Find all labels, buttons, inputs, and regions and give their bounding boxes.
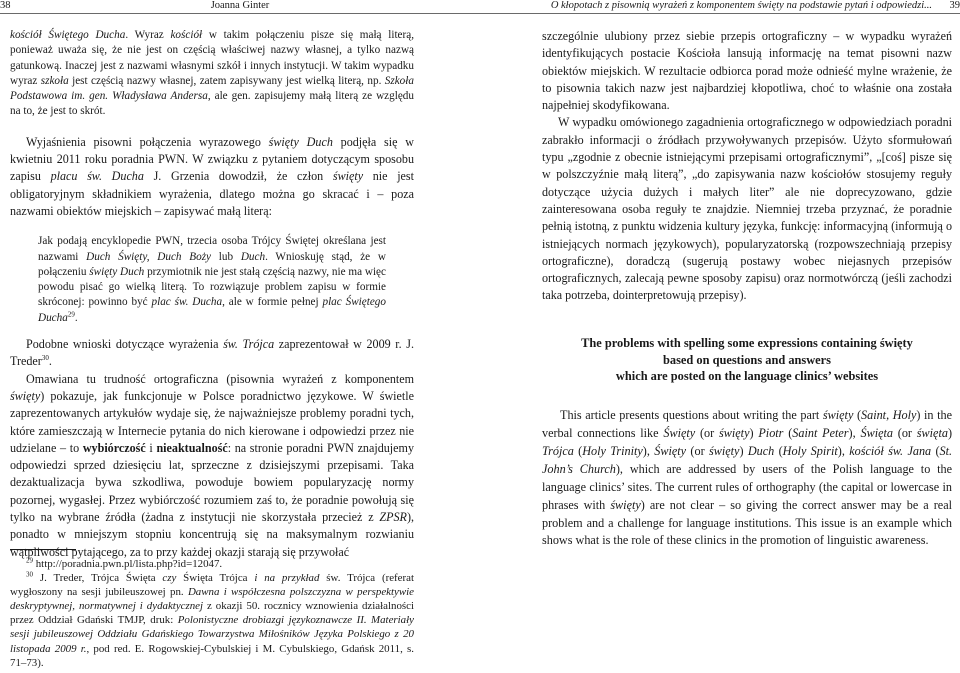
paragraph-conclusion: Omawiana tu trudność ortograficzna (pisownia wyrażeń z komponentem święty) pokazuje, jak funkcjonuje w Polsce poradnictwo językowe. W świetle zaprezentowanych artykułów wydaje się, że najważniejsze problemy poradni tych, które zamieszczają w Internecie pytania do nich kierowane i odpowiedzi przez nie udzielane – to wybiórczość i nieaktualność: na stronie poradni PWN znajdujemy odpowiedzi sprzed dziesięciu lat, sprzeczne z dzisiejszymi przepisami. Taka dezaktualizacja bywa szkodliwa, powoduje bowiem popularyzację normy pozornej, wygasłej. Przez wybiórczość rozumiem zaś to, że poradnie powołują się tylko na wybrane źródła (żadna z instytucji nie skorzystała przecież z ZPSR), ponadto w mniejszym stopniu koncentrują się na maksymalnym rozwianiu wątpliwości pytającego, za to przy każdej okazji starają się przywołać [10,371,414,559]
footnote-ref-30[interactable]: 30 [41,354,49,363]
footnote-separator [10,549,76,550]
right-page-header [480,0,960,14]
summary-text: This article presents questions about writing the part święty (Saint, Holy) in the verbal connections like Święty (or święty) Piotr (Saint Peter), Święta (or święta) Trójca (Holy Trinity), Święty (or święty) Duch (Holy Spirit), kościół św. Jana (St. John’s Church), which are addressed by users of the Polish language to the language clinics’ sites. The current rules of orthography (the capital or lowercase in phrases with święty) are not clear – so giving the correct answer may be a real problem and a challenge for language institutions. This issue is an example which shows what is the role of these clinics in the promotion of linguistic awareness. [542,408,953,548]
running-head-author: Joanna Ginter [210,0,270,11]
footnote-30: $^{30}$ J. Treder, Trójca Święta czy Święta Trójca i na przykład św. Trójca (referat wygłoszony na sesji jubileuszowej pn. Dawna i współczesna polszczyzna w perspektywie deskryptywnej, normatywnej i dydaktycznej z okazji 50. rocznicy wznowienia działalności przez Oddział Gdański TMJP, druk: Polonistyczne drobiazgi językoznawcze II. Materiały sesji jubileuszowej Oddziału Gdańskiego Towarzystwa Miłośników Języka Polskiego z 20 listopada 2009 r., pod red. E. Rogowskiej-Cybulskiej i M. Cybulskiego, Gdańsk 2011, s. 71–73). [10,570,414,669]
page-number-left: 38 [0,0,11,11]
footnotes [10,557,414,670]
footnote-ref-29[interactable]: 29 [67,310,75,319]
paragraph-pwn-explanation: Wyjaśnienia pisowni połączenia wyrazowego święty Duch podjęła się w kwietniu 2011 roku poradnia PWN. W związku z pytaniem dotyczącym sposobu zapisu placu św. Ducha J. Grzenia dowodził, że człon święty nie jest obligatoryjnym składnikiem wyrażenia, dlatego można go skracać i – poza nazwami obiektów miejskich – zapisywać małą literą: [10,134,414,218]
block-quote: Jak podają encyklopedie PWN, trzecia osoba Trójcy Świętej określana jest nazwami Duch Święty, Duch Boży lub Duch. Wnioskuję stąd, że w połączeniu święty Duch przymiotnik nie jest stałą częścią nazwy, nie ma więc powodu pisać go wielką literą. To rozwiązuje problem zapisu w formie skróconej: powinno być plac św. Ducha, ale w formie pełnej plac Świętego Ducha$^{29}$. [38,235,386,324]
right-column [542,28,952,550]
paragraph-treder: Podobne wnioski dotyczące wyrażenia św. Trójca zaprezentował w 2009 r. J. Treder$^{30}$. [10,337,415,369]
paragraph-continued: szczególnie ulubiony przez siebie przepis ortograficzny – w wypadku wyrażeń identyfikujących postacie Kościoła lansują informację na temat pisowni nazw obiektów miejskich. W rezultacie odbiorca porad może odnieść mylne wrażenie, że to pisownia takich nazw jest najbardziej kłopotliwa, choć to właśnie ona została najpełniej skodyfikowana. [542,29,952,113]
summary-title: The problems with spelling some expressions containing święty based on questions and answers which are posted on the language clinics’ websites [581,335,913,384]
left-column [10,28,414,561]
footnote-29-link[interactable]: http://poradnia.pwn.pl/lista.php?id=12047. [35,558,223,570]
left-page-header [0,0,480,14]
paragraph-clinic-functions: W wypadku omówionego zagadnienia ortograficznego w odpowiedziach poradni zabrakło informacji o źródłach przywoływanych przepisów. Użyto sformułowań typu „zgodnie z obecnie istniejącymi przepisami ortograficznymi”, „[coś] pisze się w polszczyźnie małą literą”, „do zapisywania nazw kościołów stosujemy reguły dotyczące użycia dużych i małych liter” ale nie doprecyzowano, gdzie zainteresowana osoba reguły te znajdzie. Niemniej trzeba przyznać, że poradnie pełnią istotną, z punktu widzenia kultury języka, funkcję: informacyjną (informują o istniejących normach językowych), popularyzatorską (rozpowszechniają przepisy ortograficzne), doradczą (sugerują postawy wobec niejasnych przepisów ortograficznych, zalecają pewne sposoby zapisu) oraz normotwórczą (jeśli zachodzi taka potrzeba, dointerpretowują przepisy). [542,115,952,303]
page-number-right: 39 [949,0,960,11]
running-head-title: O kłopotach z pisownią wyrażeń z komponentem święty na podstawie pytań i odpowiedzi... [550,0,932,11]
footnote-29: $^{29}$ http://poradnia.pwn.pl/lista.php?id=12047. [26,556,223,570]
paragraph-continued-quote: kościół Świętego Ducha. Wyraz kościół w takim połączeniu pisze się małą literą, ponieważ uważa się, że nie jest on częścią właściwej nazwy własnej, a tylko nazwą gatunkową. Inaczej jest z nazwami własnymi szkół i innych instytucji. W takim wypadku wyraz szkoła jest częścią nazwy własnej, zatem zapisywany jest wielką literą, np. Szkoła Podstawowa im. gen. Władysława Andersa, ale gen. zapisujemy małą literą ze względu na to, że jest to skrót. [10,29,415,118]
right-page [480,0,960,673]
